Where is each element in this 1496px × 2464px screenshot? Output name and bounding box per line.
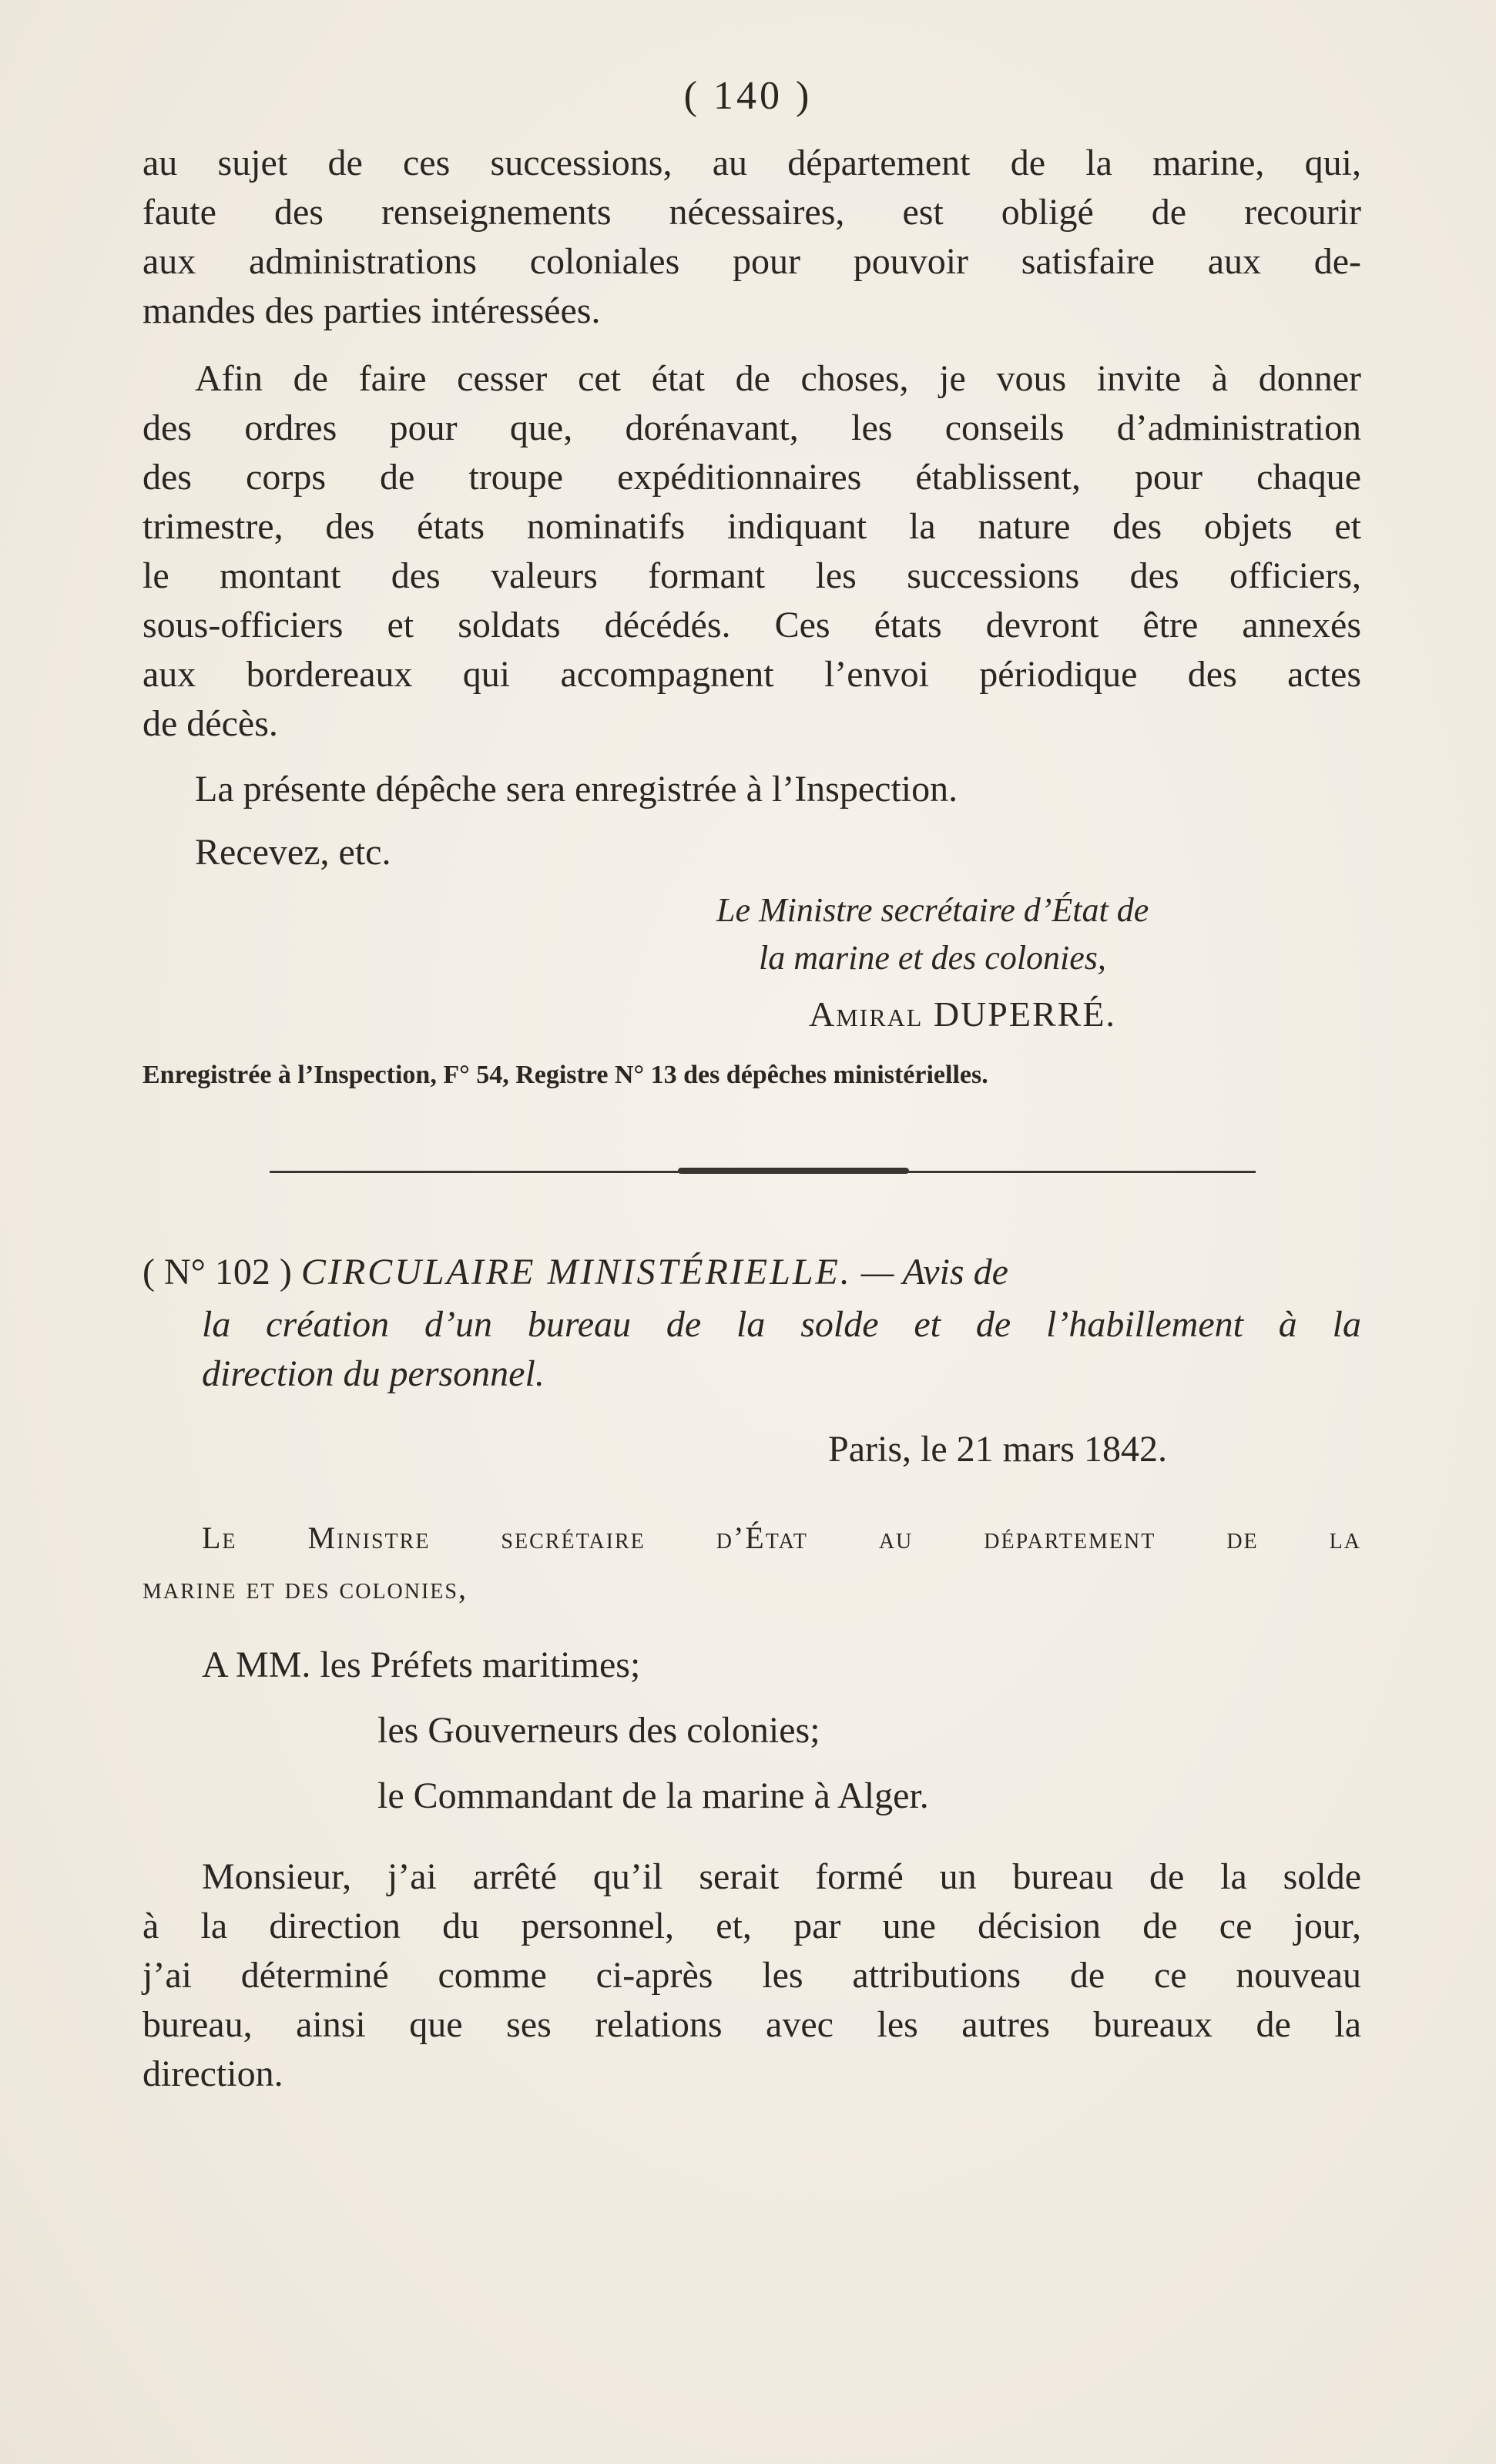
text-line: des corps de troupe expéditionnaires établissent, pour chaque xyxy=(143,457,1361,498)
signatory-name: Amiral DUPERRÉ. xyxy=(809,994,1116,1034)
text-line: j’ai déterminé comme ci-après les attributions de ce nouveau xyxy=(143,1955,1361,1996)
signature-title-line: Le Ministre secrétaire d’État de xyxy=(716,891,1149,929)
addressee-line: les Gouverneurs des colonies; xyxy=(377,1710,820,1751)
registration-instruction: La présente dépêche sera enregistrée à l’Inspection. xyxy=(195,769,958,810)
page-number: ( 140 ) xyxy=(683,74,813,118)
text-line: direction. xyxy=(143,2053,283,2094)
signature-title-line: la marine et des colonies, xyxy=(759,939,1106,977)
registration-note: Enregistrée à l’Inspection, F° 54, Registre N° 13 des dépêches ministérielles. xyxy=(143,1061,988,1089)
text-line: des ordres pour que, dorénavant, les conseils d’administration xyxy=(143,407,1361,448)
addressee-line: le Commandant de la marine à Alger. xyxy=(377,1775,929,1816)
circular-subject-line: la création d’un bureau de la solde et de l’habillement à la xyxy=(202,1304,1361,1345)
sender-line: marine et des colonies, xyxy=(143,1571,468,1605)
circular-date: Paris, le 21 mars 1842. xyxy=(828,1429,1167,1470)
addressee-line: A MM. les Préfets maritimes; xyxy=(202,1644,641,1685)
text-line: le montant des valeurs formant les successions des officiers, xyxy=(143,555,1361,596)
closing-formula: Recevez, etc. xyxy=(195,832,391,873)
text-line: faute des renseignements nécessaires, est obligé de recourir xyxy=(143,192,1361,233)
text-line: de décès. xyxy=(143,703,278,744)
text-line: Monsieur, j’ai arrêté qu’il serait formé un bureau de la solde xyxy=(202,1856,1361,1897)
text-line: aux bordereaux qui accompagnent l’envoi périodique des actes xyxy=(143,654,1361,695)
text-line: à la direction du personnel, et, par une décision de ce jour, xyxy=(143,1906,1361,1946)
circular-heading-line xyxy=(143,1248,1361,1297)
text-line: sous-officiers et soldats décédés. Ces états devront être annexés xyxy=(143,605,1361,645)
circular-subject-start: — Avis de xyxy=(860,1252,1008,1292)
section-divider-ornament xyxy=(678,1168,909,1174)
circular-subject-line: direction du personnel. xyxy=(202,1353,545,1394)
circular-number: ( N° 102 ) xyxy=(143,1252,292,1292)
text-line: mandes des parties intéressées. xyxy=(143,290,601,331)
text-line: bureau, ainsi que ses relations avec les autres bureaux de la xyxy=(143,2004,1361,2045)
text-line: Afin de faire cesser cet état de choses, je vous invite à donner xyxy=(195,358,1361,399)
circular-title: CIRCULAIRE MINISTÉRIELLE. xyxy=(300,1252,852,1292)
text-line: au sujet de ces successions, au département de la marine, qui, xyxy=(143,142,1361,183)
sender-line: Le Ministre secrétaire d’État au département de la xyxy=(202,1520,1361,1555)
text-line: aux administrations coloniales pour pouvoir satisfaire aux de- xyxy=(143,241,1361,282)
text-line: trimestre, des états nominatifs indiquant la nature des objets et xyxy=(143,506,1361,547)
